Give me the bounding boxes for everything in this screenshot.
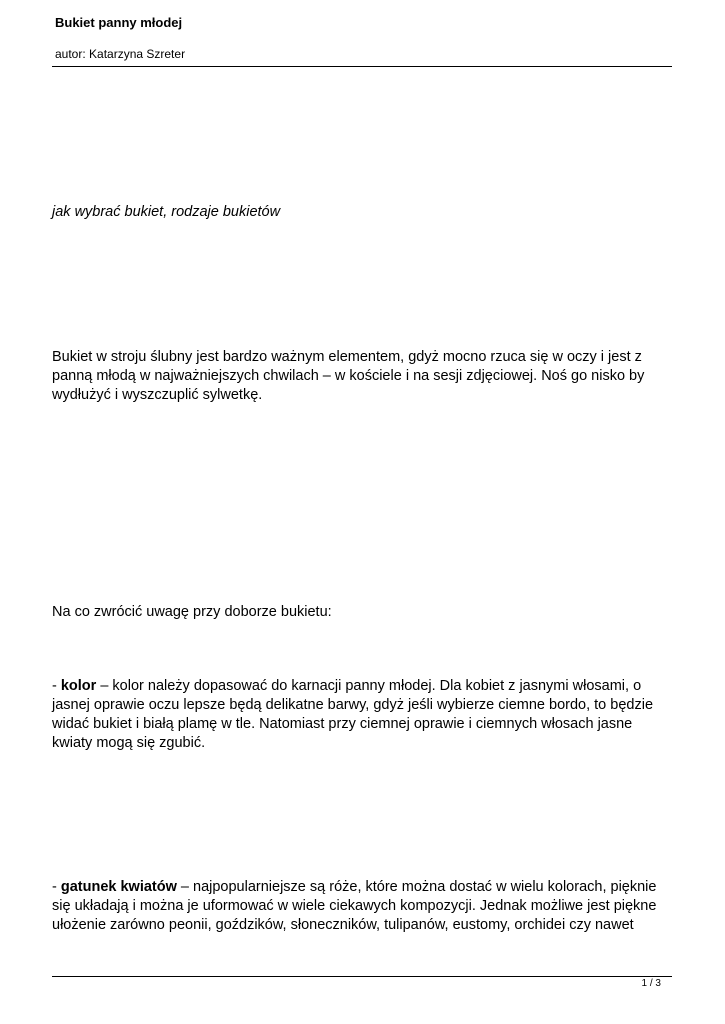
question-paragraph: Na co zwrócić uwagę przy doborze bukietu: [52,604,332,620]
list-item-kolor [52,677,672,753]
list-item-dash: - [52,879,61,895]
header-divider [52,66,672,67]
subtitle: jak wybrać bukiet, rodzaje bukietów [52,204,281,220]
list-item-gatunek [52,878,672,935]
page-number: 1 / 3 [641,978,661,989]
list-item-text: – kolor należy dopasować do karnacji panny młodej. Dla kobiet z jasnymi włosami, o jasnej oprawie oczu lepsze będą delikatne barwy, gdyż jeśli wybierze ciemne bordo, to będzie widać bukiet i białą plamę w tle. Natomiast przy ciemnej oprawie i ciemnych włosach jasne kwiaty mogą się zgubić. [52,678,654,751]
footer-divider [52,976,672,977]
document-title: Bukiet panny młodej [55,15,183,30]
intro-paragraph: Bukiet w stroju ślubny jest bardzo ważnym elementem, gdyż mocno rzuca się w oczy i jest z panną młodą w najważniejszych chwilach – w kościele i na sesji zdjęciowej. Noś go nisko by wydłużyć i wyszczuplić sylwetkę. [52,349,645,403]
list-item-text: – najpopularniejsze są róże, które można dostać w wielu kolorach, pięknie się układają i można je uformować w wiele ciekawych kompozycji. Jednak możliwe jest piękne ułożenie zarówno peonii, goździków, słoneczników, tulipanów, eustomy, orchidei czy nawet [52,879,657,933]
list-item-dash: - [52,678,61,694]
list-item-term: kolor [60,678,97,694]
list-item-term: gatunek kwiatów [60,879,177,895]
document-author: autor: Katarzyna Szreter [55,47,186,61]
